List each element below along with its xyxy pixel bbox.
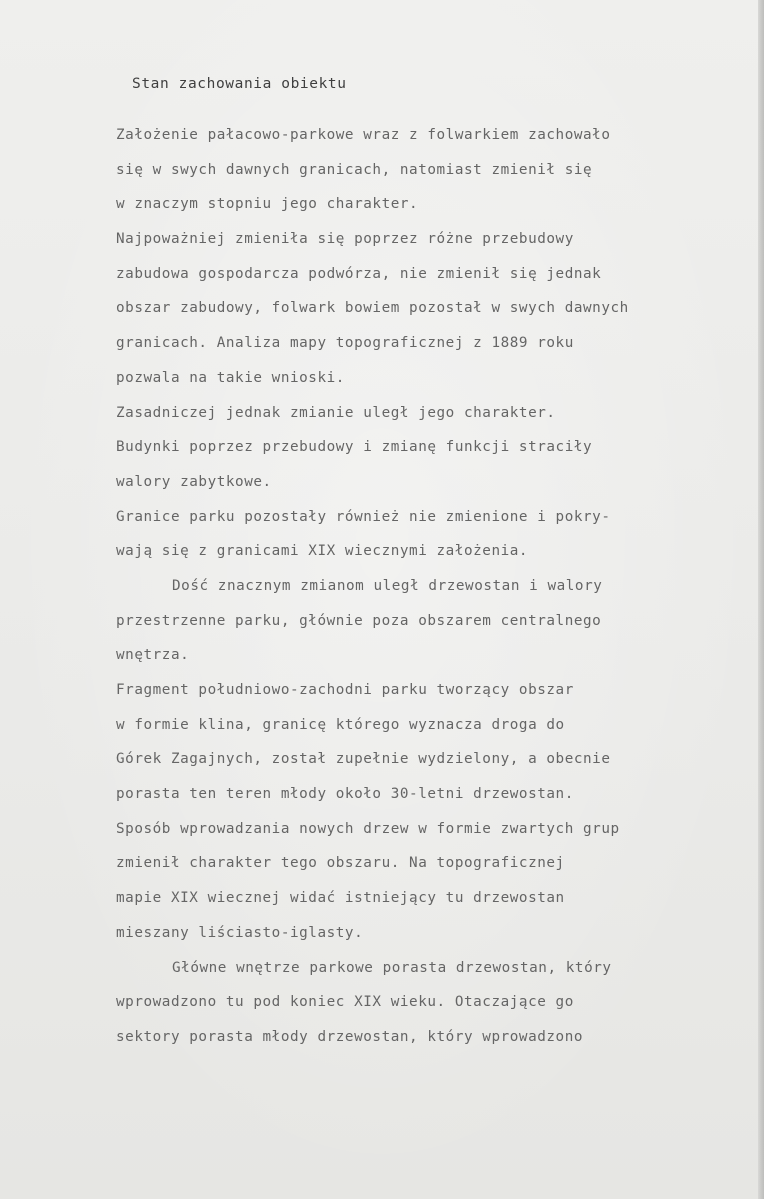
text-line: Sposób wprowadzania nowych drzew w formie zwartych grup	[116, 820, 620, 837]
text-line: Budynki poprzez przebudowy i zmianę funkcji straciły	[116, 439, 593, 456]
text-line: wają się z granicami XIX wiecznymi założenia.	[116, 543, 529, 560]
text-line: Główne wnętrze parkowe porasta drzewostan, który	[172, 959, 612, 976]
text-line: Górek Zagajnych, został zupełnie wydzielony, a obecnie	[116, 751, 611, 768]
text-line: Założenie pałacowo-parkowe wraz z folwarkiem zachowało	[116, 127, 611, 143]
text-line: Fragment południowo-zachodni parku tworzący obszar	[116, 682, 574, 698]
text-line: walory zabytkowe.	[116, 473, 272, 490]
text-line: Granice parku pozostały również nie zmienione i pokry-	[116, 508, 611, 525]
text-line: zmienił charakter tego obszaru. Na topograficznej	[116, 855, 565, 872]
text-line: mieszany liściasto-iglasty.	[116, 924, 364, 941]
text-line: w formie klina, granicę którego wyznacza droga do	[116, 716, 565, 733]
body-text	[116, 118, 756, 1055]
text-line: Dość znacznym zmianom uległ drzewostan i walory	[172, 577, 603, 594]
section-heading: Stan zachowania obiektu	[132, 76, 347, 92]
text-line: przestrzenne parku, głównie poza obszarem centralnego	[116, 612, 602, 629]
text-line: sektory porasta młody drzewostan, który wprowadzono	[116, 1028, 584, 1045]
paper-edge-shadow	[758, 0, 764, 1199]
text-line: wprowadzono tu pod koniec XIX wieku. Otaczające go	[116, 994, 574, 1011]
text-line: pozwala na takie wnioski.	[116, 369, 345, 386]
text-line: mapie XIX wiecznej widać istniejący tu drzewostan	[116, 890, 565, 907]
text-line: wnętrza.	[116, 647, 190, 664]
text-line: Najpoważniej zmieniła się poprzez różne przebudowy	[116, 231, 574, 248]
text-line: obszar zabudowy, folwark bowiem pozostał w swych dawnych	[116, 300, 629, 317]
text-line: się w swych dawnych granicach, natomiast zmienił się	[116, 161, 593, 178]
text-line: granicach. Analiza mapy topograficznej z 1889 roku	[116, 335, 574, 352]
text-line: zabudowa gospodarcza podwórza, nie zmienił się jednak	[116, 265, 602, 282]
text-line: w znaczym stopniu jego charakter.	[116, 196, 419, 213]
text-line: porasta ten teren młody około 30-letni drzewostan.	[116, 786, 574, 803]
text-line: Zasadniczej jednak zmianie uległ jego charakter.	[116, 404, 556, 421]
